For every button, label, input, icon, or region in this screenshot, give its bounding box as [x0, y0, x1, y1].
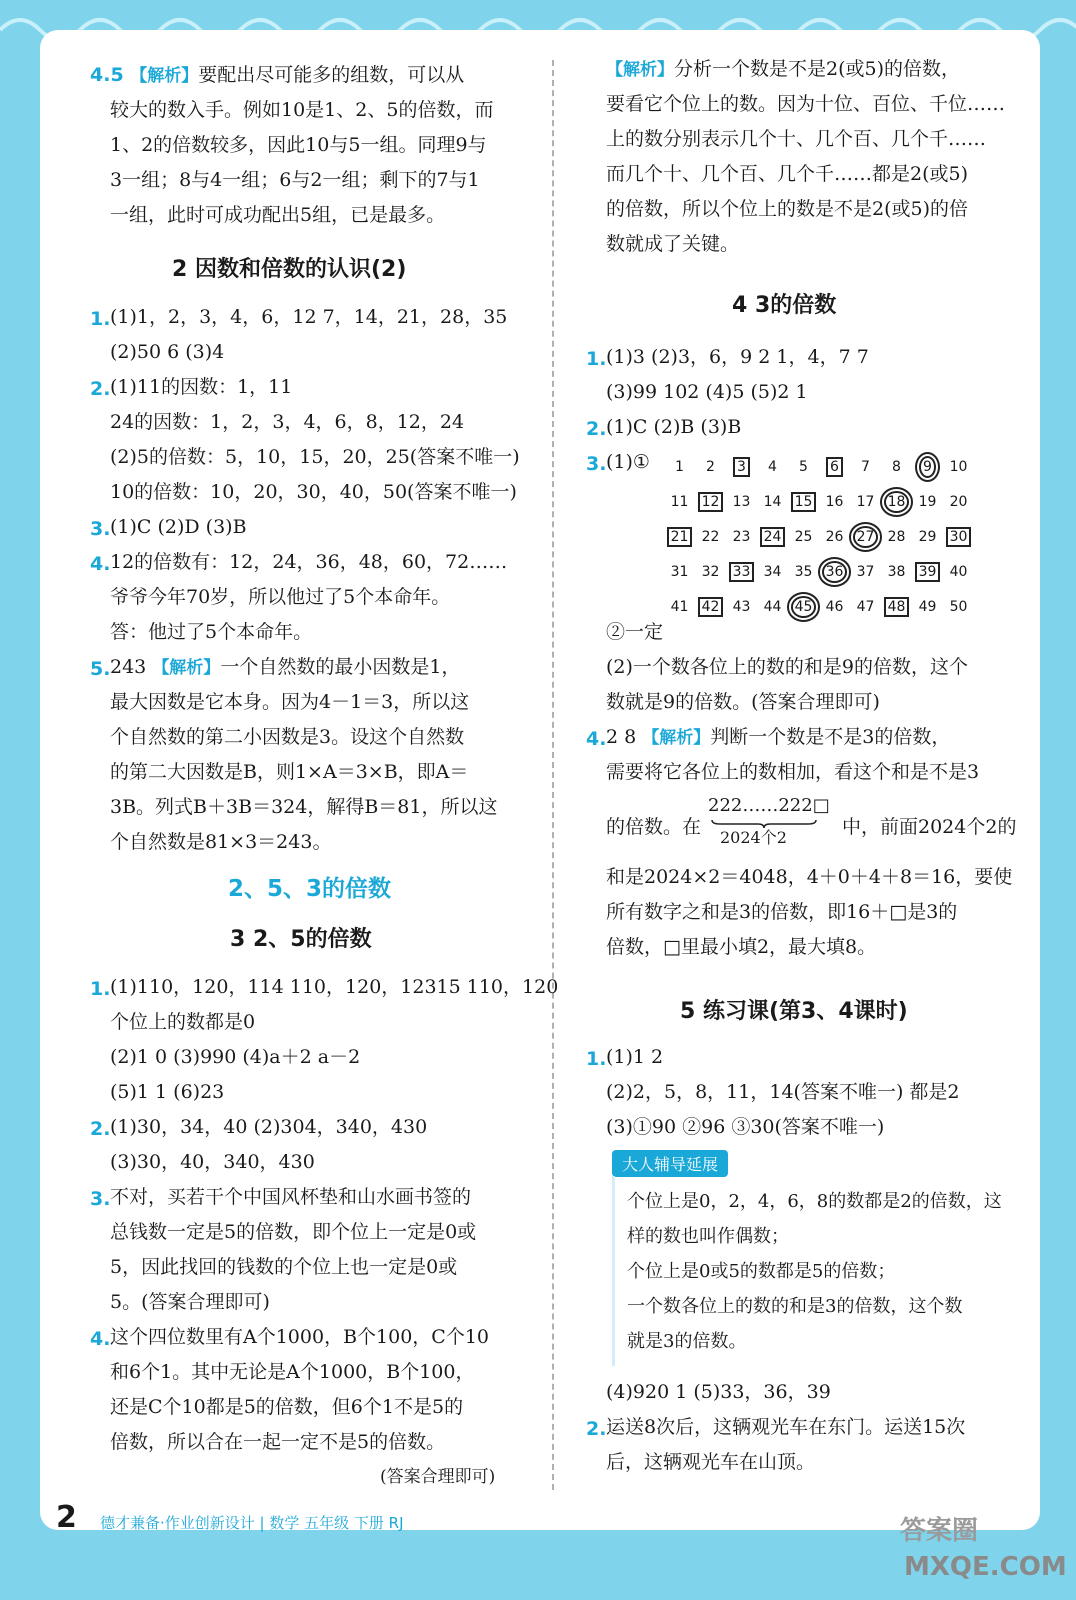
answer-line: ②一定	[606, 621, 664, 643]
answer-line: 5。(答案合理即可)	[110, 1291, 270, 1313]
answer-line: 和6个1。其中无论是A个1000，B个100，	[110, 1361, 475, 1383]
answer-line: 爷爷今年70岁，所以他过了5个本命年。	[110, 586, 451, 608]
question-number: 2.	[586, 1418, 607, 1440]
page-content	[40, 30, 1040, 1530]
answer-note: (答案合理即可)	[380, 1467, 496, 1487]
grid-cell: 28	[887, 529, 906, 545]
answer-line: 3B。列式B＋3B＝324，解得B＝81，所以这	[110, 796, 498, 818]
tip-line: 就是3的倍数。	[627, 1331, 747, 1352]
answer-line: 倍数，□里最小填2，最大填8。	[606, 936, 877, 958]
answer-line: 后，这辆观光车在山顶。	[606, 1451, 816, 1473]
question-number: 4.	[90, 553, 111, 575]
grid-cell: 31	[670, 564, 689, 580]
question-number: 2.	[90, 1118, 111, 1140]
grid-cell: 44	[763, 599, 782, 615]
repeated-number: 222……222□	[708, 795, 830, 816]
question-number: 1.	[586, 348, 607, 370]
grid-cell: 15	[788, 485, 819, 520]
question-number: 3.	[90, 1188, 111, 1210]
answer-line: 【解析】分析一个数是不是2(或5)的倍数，	[606, 58, 961, 80]
brace-shape	[710, 818, 818, 828]
grid-cell: 46	[825, 599, 844, 615]
question-number: 5.	[90, 658, 111, 680]
grid-cell: 18	[881, 485, 912, 520]
answer-line: 中，前面2024个2的	[842, 816, 1017, 838]
question-number: 4.	[586, 728, 607, 750]
answer-line: 243 【解析】一个自然数的最小因数是1，	[110, 656, 461, 678]
answer-line: 4.5 【解析】要配出尽可能多的组数，可以从	[90, 64, 465, 86]
answer-line: 要看它个位上的数。因为十位、百位、千位……	[606, 93, 1006, 115]
answer-line: (1)11的因数：1，11	[110, 376, 293, 398]
grid-cell: 35	[794, 564, 813, 580]
grid-cell: 9	[912, 450, 943, 485]
answer-line: 最大因数是它本身。因为4－1＝3，所以这	[110, 691, 470, 713]
answer-line: (2)5的倍数：5，10，15，20，25(答案不唯一)	[110, 446, 520, 468]
answer-line: 所有数字之和是3的倍数，即16＋□是3的	[606, 901, 958, 923]
answer-line: (1)1 2	[606, 1046, 664, 1068]
grid-cell: 30	[943, 520, 974, 555]
tip-line: 个位上是0，2，4，6，8的数都是2的倍数，这	[627, 1191, 1002, 1212]
grid-cell: 27	[850, 520, 881, 555]
brace-label: 2024个2	[720, 828, 787, 847]
grid-cell: 32	[701, 564, 720, 580]
answer-line: (1)3 (2)3，6，9 2 1，4，7 7	[606, 346, 869, 368]
grid-cell: 33	[726, 555, 757, 590]
answer-line: 5，因此找回的钱数的个位上也一定是0或	[110, 1256, 458, 1278]
tip-line: 一个数各位上的数的和是3的倍数，这个数	[627, 1296, 963, 1317]
answer-line: 的第二大因数是B，则1×A＝3×B，即A＝	[110, 761, 469, 783]
grid-row	[664, 485, 974, 520]
answer-line: 总钱数一定是5的倍数，即个位上一定是0或	[110, 1221, 477, 1243]
grid-cell: 37	[856, 564, 875, 580]
grid-cell: 45	[788, 590, 819, 625]
page-number: 2	[56, 1500, 77, 1535]
grid-cell: 12	[695, 485, 726, 520]
answer-line: 这个四位数里有A个1000，B个100，C个10	[110, 1326, 490, 1348]
tip-line: 样的数也叫作偶数；	[627, 1226, 789, 1247]
answer-line: (2)50 6 (3)4	[110, 341, 225, 363]
answer-line: (3)①90 ②96 ③30(答案不唯一)	[606, 1116, 885, 1138]
answer-line: 倍数，所以合在一起一定不是5的倍数。	[110, 1431, 446, 1453]
grid-cell: 4	[768, 459, 777, 475]
watermark: MXQE.COM	[904, 1552, 1067, 1582]
grid-cell: 3	[726, 450, 757, 485]
answer-line: (1)110，120，114 110，120，12315 110，120	[110, 976, 559, 998]
answer-line: 24的因数：1，2，3，4，6，8，12，24	[110, 411, 465, 433]
answer-line: (3)30，40，340，430	[110, 1151, 315, 1173]
grid-cell: 13	[732, 494, 751, 510]
column-divider	[552, 60, 554, 1490]
answer-line: (1)1，2，3，4，6，12 7，14，21，28，35	[110, 306, 508, 328]
answer-line: (1)C (2)B (3)B	[606, 416, 742, 438]
answer-line: 上的数分别表示几个十、几个百、几个千……	[606, 128, 987, 150]
section-heading: 4 3的倍数	[732, 293, 837, 318]
answer-line: 个自然数是81×3＝243。	[110, 831, 332, 853]
grid-cell: 23	[732, 529, 751, 545]
answer-line: (1)①	[606, 451, 650, 473]
answer-line: 1、2的倍数较多，因此10与5一组。同理9与	[110, 134, 487, 156]
footer-text: 德才兼备·作业创新设计 | 数学 五年级 下册 RJ	[100, 1514, 404, 1532]
grid-cell: 49	[918, 599, 937, 615]
grid-cell: 26	[825, 529, 844, 545]
answer-line: 的倍数。在	[606, 816, 702, 838]
question-number: 2.	[586, 418, 607, 440]
grid-cell: 2	[706, 459, 715, 475]
grid-cell: 10	[949, 459, 968, 475]
answer-line: (4)920 1 (5)33，36，39	[606, 1381, 831, 1403]
grid-cell: 25	[794, 529, 813, 545]
grid-cell: 42	[695, 590, 726, 625]
answer-line: 和是2024×2＝4048，4＋0＋4＋8＝16，要使	[606, 866, 1013, 888]
answer-line: (2)一个数各位上的数的和是9的倍数，这个	[606, 656, 969, 678]
tip-box-header: 大人辅导延展	[612, 1150, 728, 1177]
grid-cell: 8	[892, 459, 901, 475]
question-number: 1.	[90, 978, 111, 1000]
question-number: 1.	[586, 1048, 607, 1070]
grid-cell: 5	[799, 459, 808, 475]
watermark: 答案圈	[900, 1516, 979, 1546]
grid-row	[664, 450, 974, 485]
grid-cell: 47	[856, 599, 875, 615]
hundred-grid	[664, 450, 974, 625]
grid-row	[664, 590, 974, 625]
grid-cell: 21	[664, 520, 695, 555]
grid-cell: 40	[949, 564, 968, 580]
grid-cell: 19	[918, 494, 937, 510]
answer-line: 还是C个10都是5的倍数，但6个1不是5的	[110, 1396, 464, 1418]
chapter-heading: 2、5、3的倍数	[228, 876, 392, 902]
grid-cell: 16	[825, 494, 844, 510]
tip-box	[612, 1176, 1015, 1366]
answer-line: 而几个十、几个百、几个千……都是2(或5)	[606, 163, 969, 185]
grid-cell: 17	[856, 494, 875, 510]
answer-line: 运送8次后，这辆观光车在东门。运送15次	[606, 1416, 966, 1438]
grid-cell: 43	[732, 599, 751, 615]
answer-line: (2)2，5，8，11，14(答案不唯一) 都是2	[606, 1081, 960, 1103]
grid-cell: 34	[763, 564, 782, 580]
grid-cell: 36	[819, 555, 850, 590]
answer-line: (1)30，34，40 (2)304，340，430	[110, 1116, 428, 1138]
answer-line: 12的倍数有：12，24，36，48，60，72……	[110, 551, 508, 573]
answer-line: (5)1 1 (6)23	[110, 1081, 225, 1103]
grid-cell: 7	[861, 459, 870, 475]
answer-line: (1)C (2)D (3)B	[110, 516, 247, 538]
section-heading: 3 2、5的倍数	[230, 927, 372, 952]
grid-cell: 14	[763, 494, 782, 510]
grid-cell: 6	[819, 450, 850, 485]
answer-line: 个位上的数都是0	[110, 1011, 256, 1033]
answer-line: 3一组；8与4一组；6与2一组；剩下的7与1	[110, 169, 480, 191]
question-number: 2.	[90, 378, 111, 400]
grid-cell: 38	[887, 564, 906, 580]
question-number: 3.	[586, 453, 607, 475]
section-heading: 2 因数和倍数的认识(2)	[172, 257, 407, 282]
grid-cell: 29	[918, 529, 937, 545]
answer-line: 2 8 【解析】判断一个数是不是3的倍数，	[606, 726, 951, 748]
answer-line: (3)99 102 (4)5 (5)2 1	[606, 381, 808, 403]
answer-line: 不对，买若干个中国风杯垫和山水画书签的	[110, 1186, 472, 1208]
grid-cell: 41	[670, 599, 689, 615]
question-number: 3.	[90, 518, 111, 540]
answer-line: (2)1 0 (3)990 (4)a＋2 a－2	[110, 1046, 361, 1068]
grid-cell: 24	[757, 520, 788, 555]
grid-cell: 48	[881, 590, 912, 625]
section-heading: 5 练习课(第3、4课时)	[680, 999, 908, 1024]
answer-line: 10的倍数：10，20，30，40，50(答案不唯一)	[110, 481, 517, 503]
answer-line: 答：他过了5个本命年。	[110, 621, 313, 643]
grid-row	[664, 555, 974, 590]
grid-cell: 11	[670, 494, 689, 510]
question-number: 4.	[90, 1328, 111, 1350]
grid-cell: 20	[949, 494, 968, 510]
answer-line: 数就成了关键。	[606, 233, 740, 255]
grid-cell: 1	[675, 459, 684, 475]
answer-line: 的倍数，所以个位上的数是不是2(或5)的倍	[606, 198, 969, 220]
grid-cell: 39	[912, 555, 943, 590]
answer-line: 数就是9的倍数。(答案合理即可)	[606, 691, 880, 713]
tip-line: 个位上是0或5的数都是5的倍数；	[627, 1261, 896, 1282]
grid-row	[664, 520, 974, 555]
grid-cell: 50	[949, 599, 968, 615]
grid-cell: 22	[701, 529, 720, 545]
answer-line: 个自然数的第二小因数是3。设这个自然数	[110, 726, 465, 748]
answer-line: 一组，此时可成功配出5组，已是最多。	[110, 204, 446, 226]
answer-line: 需要将它各位上的数相加，看这个和是不是3	[606, 761, 980, 783]
question-number: 1.	[90, 308, 111, 330]
answer-line: 较大的数入手。例如10是1、2、5的倍数，而	[110, 99, 494, 121]
